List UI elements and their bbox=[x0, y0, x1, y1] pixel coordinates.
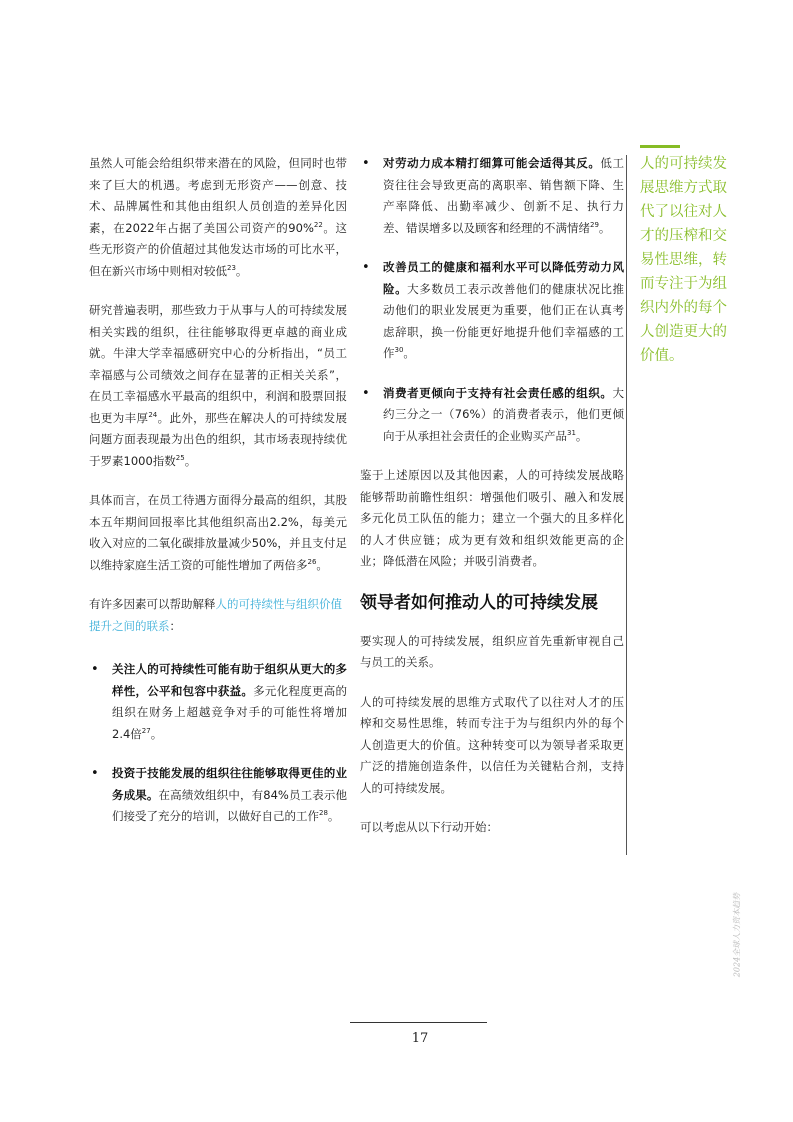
list-item: • 关注人的可持续性可能有助于组织从更大的多样性，公平和包容中获益。多元化程度更高的组织在财务上超越竞争对手的可能性将增加2.4倍$^{27}$。 bbox=[89, 659, 347, 745]
body-paragraph: 人的可持续发展的思维方式取代了以往对人才的压榨和交易性思维，转而专注于为与组织内外的每个人创造更大的价值。这种转变可以为领导者采取更广泛的措施创造条件，以信任为关键粘合剂，支持人的可持续发展。 bbox=[360, 694, 624, 795]
body-paragraph: 要实现人的可持续发展，组织应首先重新审视自己与员工的关系。 bbox=[360, 633, 624, 669]
footnote-ref[interactable]: 28 bbox=[319, 809, 328, 818]
footnote-ref[interactable]: 27 bbox=[141, 726, 151, 735]
footnote-ref[interactable]: 29 bbox=[590, 220, 599, 229]
footnote-ref[interactable]: 22 bbox=[313, 220, 323, 229]
footer-rule bbox=[350, 1022, 487, 1023]
list-item: • 改善员工的健康和福利水平可以降低劳动力风险。大多数员工表示改善他们的健康状况比推动他们的职业发展更为重要，他们正在认真考虑辞职，换一份能更好地提升他们幸福感的工作$^{30}$。 bbox=[360, 257, 624, 365]
body-paragraph: 具体而言，在员工待遇方面得分最高的组织，其股本五年期间回报率比其他组织高出2.2%，每美元收入对应的二氧化碳排放量减少50%，并且支付足以维持家庭生活工资的可能性增加了两倍多$^{26}$。 bbox=[89, 493, 347, 572]
body-paragraph: 研究普遍表明，那些致力于从事与人的可持续发展相关实践的组织，往往能够取得更卓越的商业成就。牛津大学幸福感研究中心的分析指出，“员工幸福感与公司绩效之间存在显著的正相关关系”，在员工幸福感水平最高的组织中，利润和股票回报也更为丰厚$^{24}$。此外，那些在解决人的可持续发展问题方面表现最为出色的组织，其市场表现持续优于罗素1000指数$^{25}$。 bbox=[89, 303, 348, 468]
body-paragraph: 虽然人可能会给组织带来潜在的风险，但同时也带来了巨大的机遇。考虑到无形资产——创意、技术、品牌属性和其他由组织人员创造的差异化因素，在2022年占据了美国公司资产的90%$^{22}$。这些无形资产的价值超过其他发达市场的可比水平，但在新兴市场中则相对较低$^{23}$。 bbox=[89, 156, 348, 278]
list-item: • 对劳动力成本精打细算可能会适得其反。低工资往往会导致更高的离职率、销售额下降、生产率降低、出勤率减少、创新不足、执行力差、错误增多以及顾客和经理的不满情绪$^{29}$。 bbox=[360, 153, 624, 239]
bullet-list bbox=[360, 153, 624, 447]
middle-column bbox=[360, 153, 624, 857]
footnote-ref[interactable]: 25 bbox=[175, 453, 185, 462]
column-divider bbox=[626, 155, 627, 855]
footnote-ref[interactable]: 31 bbox=[567, 428, 576, 437]
left-column bbox=[89, 153, 347, 846]
body-paragraph: 有许多因素可以帮助解释人的可持续性与组织价值提升之间的联系： bbox=[89, 597, 342, 633]
footnote-ref[interactable]: 23 bbox=[227, 263, 236, 272]
body-paragraph: 鉴于上述原因以及其他因素，人的可持续发展战略能够帮助前瞻性组织：增强他们吸引、融入和发展多元化员工队伍的能力；建立一个强大的且多样化的人才供应链；成为更有效和组织效能更高的企业；降低潜在风险；并吸引消费者。 bbox=[360, 468, 624, 568]
section-heading: 领导者如何推动人的可持续发展 bbox=[360, 592, 598, 613]
page-number: 17 bbox=[411, 1031, 429, 1046]
footnote-ref[interactable]: 24 bbox=[148, 410, 158, 419]
footnote-ref[interactable]: 26 bbox=[307, 557, 317, 566]
accent-rule bbox=[640, 145, 680, 148]
body-paragraph: 可以考虑从以下行动开始： bbox=[360, 820, 498, 834]
pull-quote: 人的可持续发展思维方式取代了以往对人才的压榨和交易性思维，转而专注于为组织内外的每个人创造更大的价值。 bbox=[640, 156, 727, 364]
list-item: • 消费者更倾向于支持有社会责任感的组织。大约三分之一（76%）的消费者表示，他们更倾向于从承担社会责任的企业购买产品$^{31}$。 bbox=[360, 383, 624, 448]
inline-link[interactable]: 人的可持续性与组织价值提升之间的联系 bbox=[89, 597, 342, 633]
list-item: • 投资于技能发展的组织往往能够取得更佳的业务成果。在高绩效组织中，有84%员工表示他们接受了充分的培训，以做好自己的工作$^{28}$。 bbox=[89, 763, 347, 828]
footnote-ref[interactable]: 30 bbox=[394, 346, 404, 355]
side-running-title: 2024全球人力资本趋势 bbox=[732, 892, 742, 978]
bullet-list bbox=[89, 659, 347, 828]
